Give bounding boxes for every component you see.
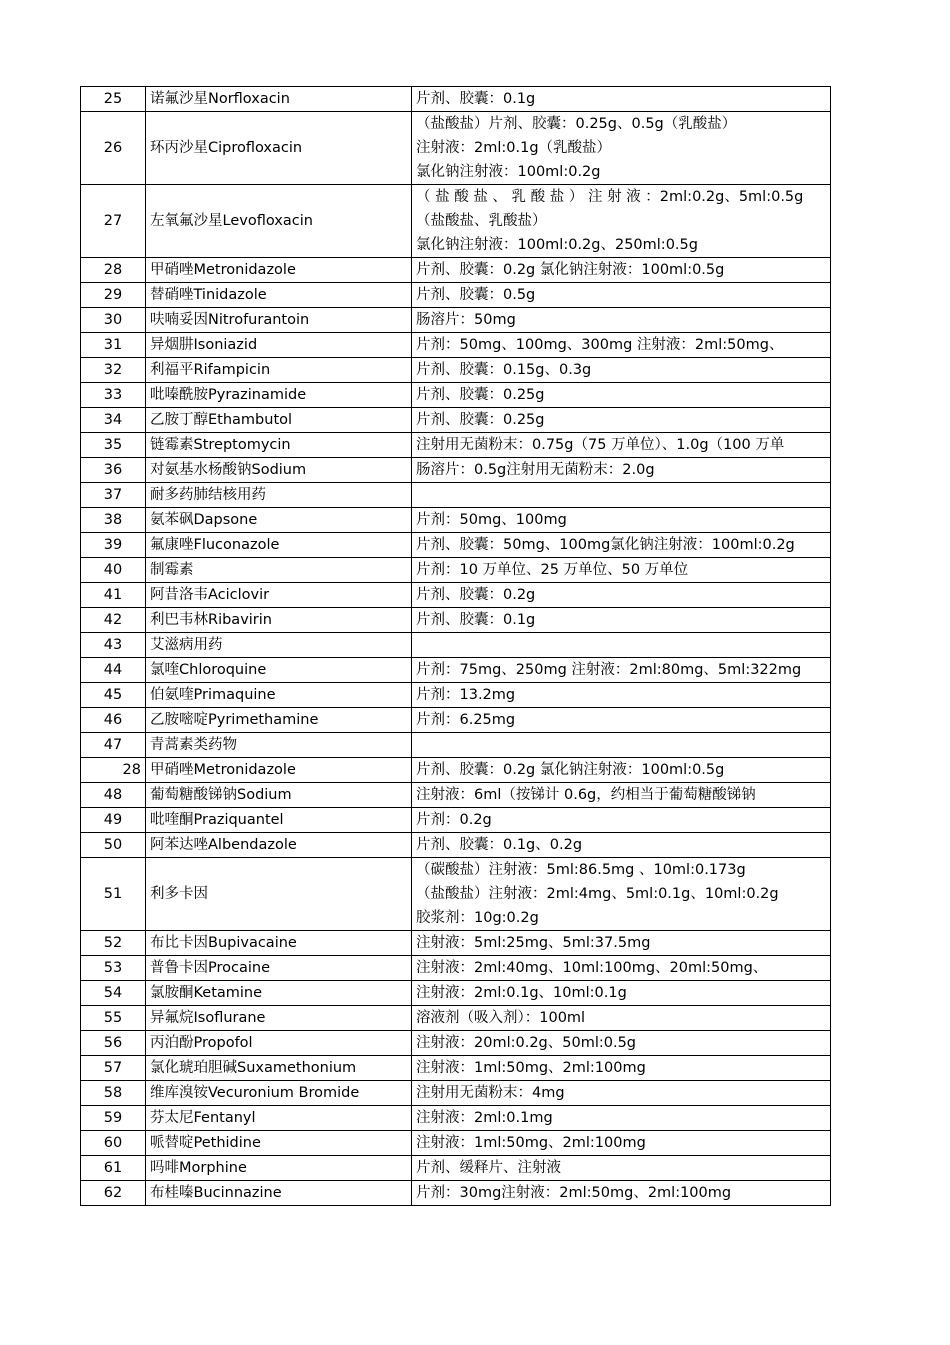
spec-line: 注射液：5ml:25mg、5ml:37.5mg [416, 935, 651, 951]
table-row [81, 1006, 831, 1031]
row-number: 35 [81, 433, 146, 458]
spec-line: 片剂、胶囊：0.2g 氯化钠注射液：100ml:0.5g [416, 262, 725, 278]
drug-name: 吡喹酮Praziquantel [146, 808, 412, 833]
row-number: 52 [81, 931, 146, 956]
drug-spec [412, 112, 831, 185]
row-number: 47 [81, 733, 146, 758]
spec-line: 片剂、胶囊：0.15g、0.3g [416, 362, 592, 378]
drug-name: 呋喃妥因Nitrofurantoin [146, 308, 412, 333]
spec-line: 片剂、缓释片、注射液 [416, 1160, 561, 1176]
table-row [81, 858, 831, 931]
table-row [81, 408, 831, 433]
drug-spec [412, 833, 831, 858]
spec-line: （碳酸盐）注射液：5ml:86.5mg 、10ml:0.173g [416, 862, 746, 878]
table-row [81, 1131, 831, 1156]
drug-name: 乙胺嘧啶Pyrimethamine [146, 708, 412, 733]
row-number: 33 [81, 383, 146, 408]
drug-spec [412, 283, 831, 308]
spec-line: 片剂、胶囊：0.1g、0.2g [416, 837, 583, 853]
spec-line: 片剂：6.25mg [416, 712, 516, 728]
table-row [81, 1156, 831, 1181]
row-number: 56 [81, 1031, 146, 1056]
row-number: 51 [81, 858, 146, 931]
table-row [81, 358, 831, 383]
row-number: 58 [81, 1081, 146, 1106]
drug-spec [412, 808, 831, 833]
row-number: 26 [81, 112, 146, 185]
drug-spec [412, 185, 831, 258]
drug-name: 布比卡因Bupivacaine [146, 931, 412, 956]
spec-line: 片剂、胶囊：0.1g [416, 612, 536, 628]
drug-name: 丙泊酚Propofol [146, 1031, 412, 1056]
drug-name: 异烟肼Isoniazid [146, 333, 412, 358]
drug-spec [412, 258, 831, 283]
spec-line: 注射液：20ml:0.2g、50ml:0.5g [416, 1035, 637, 1051]
row-number: 40 [81, 558, 146, 583]
row-number: 61 [81, 1156, 146, 1181]
table-row [81, 931, 831, 956]
table-row [81, 633, 831, 658]
spec-line: （盐酸盐）注射液：2ml:4mg、5ml:0.1g、10ml:0.2g [416, 886, 779, 902]
spec-line: （盐酸盐、乳酸盐） [416, 213, 547, 229]
row-number: 60 [81, 1131, 146, 1156]
spec-line: 片剂：50mg、100mg、300mg 注射液：2ml:50mg、 [416, 337, 784, 353]
table-row [81, 708, 831, 733]
drug-name: 制霉素 [146, 558, 412, 583]
drug-name: 乙胺丁醇Ethambutol [146, 408, 412, 433]
spec-line: 注射液：2ml:0.1mg [416, 1110, 553, 1126]
drug-name: 对氨基水杨酸钠Sodium [146, 458, 412, 483]
drug-spec [412, 383, 831, 408]
drug-spec [412, 308, 831, 333]
drug-spec [412, 658, 831, 683]
drug-spec [412, 533, 831, 558]
drug-name: 维库溴铵Vecuronium Bromide [146, 1081, 412, 1106]
spec-line: 片剂：13.2mg [416, 687, 516, 703]
drug-name: 吗啡Morphine [146, 1156, 412, 1181]
drug-spec [412, 1081, 831, 1106]
row-number: 39 [81, 533, 146, 558]
drug-name: 链霉素Streptomycin [146, 433, 412, 458]
spec-line: 片剂、胶囊：0.25g [416, 412, 545, 428]
spec-line: 片剂：75mg、250mg 注射液：2ml:80mg、5ml:322mg [416, 662, 802, 678]
drug-name: 氟康唑Fluconazole [146, 533, 412, 558]
row-number: 54 [81, 981, 146, 1006]
table-body [81, 87, 831, 1206]
spec-line: 胶浆剂：10g:0.2g [416, 910, 539, 926]
drug-spec [412, 1056, 831, 1081]
drug-name: 哌替啶Pethidine [146, 1131, 412, 1156]
row-number: 53 [81, 956, 146, 981]
drug-spec [412, 1156, 831, 1181]
table-row [81, 87, 831, 112]
drug-name: 青蒿素类药物 [146, 733, 412, 758]
spec-line: 肠溶片：50mg [416, 312, 516, 328]
row-number: 50 [81, 833, 146, 858]
row-number: 49 [81, 808, 146, 833]
table-row [81, 308, 831, 333]
drug-spec [412, 956, 831, 981]
table-row [81, 1031, 831, 1056]
table-row [81, 1081, 831, 1106]
drug-name: 布桂嗪Bucinnazine [146, 1181, 412, 1206]
spec-line: 片剂：10 万单位、25 万单位、50 万单位 [416, 562, 689, 578]
row-number: 44 [81, 658, 146, 683]
table-row [81, 956, 831, 981]
row-number: 28 [81, 258, 146, 283]
table-row [81, 483, 831, 508]
drug-spec [412, 708, 831, 733]
spec-line: 片剂：30mg注射液：2ml:50mg、2ml:100mg [416, 1185, 732, 1201]
drug-name: 环丙沙星Ciprofloxacin [146, 112, 412, 185]
table-row [81, 333, 831, 358]
table-row [81, 583, 831, 608]
table-row [81, 258, 831, 283]
drug-name: 阿昔洛韦Aciclovir [146, 583, 412, 608]
drug-spec [412, 783, 831, 808]
spec-line: 氯化钠注射液：100ml:0.2g、250ml:0.5g [416, 237, 698, 253]
row-number: 32 [81, 358, 146, 383]
table-row [81, 758, 831, 783]
spec-line: 注射用无菌粉末：0.75g（75 万单位）、1.0g（100 万单 [416, 437, 785, 453]
table-row [81, 283, 831, 308]
drug-name: 利巴韦林Ribavirin [146, 608, 412, 633]
spec-line: 片剂：50mg、100mg [416, 512, 567, 528]
spec-line: 肠溶片：0.5g注射用无菌粉末：2.0g [416, 462, 655, 478]
drug-spec [412, 1131, 831, 1156]
drug-name: 利福平Rifampicin [146, 358, 412, 383]
spec-line: 注射液：1ml:50mg、2ml:100mg [416, 1060, 646, 1076]
drug-name: 甲硝唑Metronidazole [146, 758, 412, 783]
drug-spec [412, 981, 831, 1006]
drug-name: 伯氨喹Primaquine [146, 683, 412, 708]
table-row [81, 783, 831, 808]
row-number: 46 [81, 708, 146, 733]
row-number: 62 [81, 1181, 146, 1206]
row-number: 29 [81, 283, 146, 308]
spec-line: 片剂：0.2g [416, 812, 492, 828]
drug-name: 利多卡因 [146, 858, 412, 931]
drug-name: 氯化琥珀胆碱Suxamethonium [146, 1056, 412, 1081]
drug-spec [412, 458, 831, 483]
table-row [81, 433, 831, 458]
table-row [81, 533, 831, 558]
drug-name: 艾滋病用药 [146, 633, 412, 658]
drug-name: 葡萄糖酸锑钠Sodium [146, 783, 412, 808]
row-number: 25 [81, 87, 146, 112]
drug-spec [412, 1106, 831, 1131]
drug-spec [412, 931, 831, 956]
row-number: 38 [81, 508, 146, 533]
drug-spec [412, 633, 831, 658]
drug-spec [412, 608, 831, 633]
drug-spec [412, 733, 831, 758]
drug-spec [412, 1031, 831, 1056]
drug-name: 普鲁卡因Procaine [146, 956, 412, 981]
spec-line: 溶液剂（吸入剂）：100ml [416, 1010, 586, 1026]
drug-name: 氨苯砜Dapsone [146, 508, 412, 533]
table-row [81, 608, 831, 633]
spec-line [416, 733, 826, 757]
spec-line [416, 483, 826, 507]
drug-spec [412, 333, 831, 358]
drug-name: 异氟烷Isoflurane [146, 1006, 412, 1031]
drug-name: 诺氟沙星Norfloxacin [146, 87, 412, 112]
row-number: 59 [81, 1106, 146, 1131]
drug-spec [412, 408, 831, 433]
drug-spec [412, 1006, 831, 1031]
drug-name: 芬太尼Fentanyl [146, 1106, 412, 1131]
spec-line: 片剂、胶囊：0.25g [416, 387, 545, 403]
table-row [81, 508, 831, 533]
drug-spec [412, 583, 831, 608]
drug-spec [412, 558, 831, 583]
drug-name: 甲硝唑Metronidazole [146, 258, 412, 283]
drug-name: 左氧氟沙星Levofloxacin [146, 185, 412, 258]
spec-line: 片剂、胶囊：0.1g [416, 91, 536, 107]
drug-spec [412, 483, 831, 508]
row-number: 48 [81, 783, 146, 808]
spec-line: 注射液：1ml:50mg、2ml:100mg [416, 1135, 646, 1151]
table-row [81, 112, 831, 185]
row-number: 34 [81, 408, 146, 433]
spec-line: 注射液：6ml（按锑计 0.6g，约相当于葡萄糖酸锑钠 [416, 787, 756, 803]
drug-spec-table [80, 86, 831, 1206]
row-number: 36 [81, 458, 146, 483]
table-row [81, 383, 831, 408]
table-row [81, 658, 831, 683]
drug-spec [412, 358, 831, 383]
drug-name: 替硝唑Tinidazole [146, 283, 412, 308]
row-number: 27 [81, 185, 146, 258]
drug-spec [412, 683, 831, 708]
drug-spec [412, 758, 831, 783]
spec-line: 片剂、胶囊：0.2g [416, 587, 536, 603]
row-number: 42 [81, 608, 146, 633]
row-number: 45 [81, 683, 146, 708]
table-row [81, 458, 831, 483]
spec-line: 片剂、胶囊：0.2g 氯化钠注射液：100ml:0.5g [416, 762, 725, 778]
table-row [81, 981, 831, 1006]
row-number: 43 [81, 633, 146, 658]
row-number: 57 [81, 1056, 146, 1081]
drug-spec [412, 508, 831, 533]
row-number: 55 [81, 1006, 146, 1031]
spec-line: 注射用无菌粉末：4mg [416, 1085, 565, 1101]
spec-line [416, 633, 826, 657]
spec-line: 注射液：2ml:0.1g（乳酸盐） [416, 140, 612, 156]
drug-spec [412, 858, 831, 931]
table-row [81, 185, 831, 258]
drug-name: 吡嗪酰胺Pyrazinamide [146, 383, 412, 408]
drug-name: 氯胺酮Ketamine [146, 981, 412, 1006]
table-row [81, 683, 831, 708]
row-number: 28 [81, 758, 146, 783]
row-number: 37 [81, 483, 146, 508]
table-row [81, 1056, 831, 1081]
table-row [81, 733, 831, 758]
drug-name: 阿苯达唑Albendazole [146, 833, 412, 858]
drug-spec [412, 87, 831, 112]
table-row [81, 558, 831, 583]
drug-name: 耐多药肺结核用药 [146, 483, 412, 508]
table-row [81, 808, 831, 833]
spec-line: 注射液：2ml:40mg、10ml:100mg、20ml:50mg、 [416, 960, 768, 976]
spec-line: 氯化钠注射液：100ml:0.2g [416, 164, 601, 180]
spec-line: （盐酸盐）片剂、胶囊：0.25g、0.5g（乳酸盐） [416, 116, 737, 132]
table-row [81, 833, 831, 858]
table-row [81, 1106, 831, 1131]
row-number: 31 [81, 333, 146, 358]
drug-spec [412, 433, 831, 458]
spec-line: 片剂、胶囊：0.5g [416, 287, 536, 303]
spec-line: 片剂、胶囊：50mg、100mg氯化钠注射液：100ml:0.2g [416, 537, 795, 553]
table-row [81, 1181, 831, 1206]
drug-name: 氯喹Chloroquine [146, 658, 412, 683]
spec-line: （ 盐 酸 盐 、 乳 酸 盐 ） 注 射 液 ：2ml:0.2g、5ml:0.5g [416, 189, 804, 205]
row-number: 30 [81, 308, 146, 333]
drug-spec [412, 1181, 831, 1206]
spec-line: 注射液：2ml:0.1g、10ml:0.1g [416, 985, 627, 1001]
row-number: 41 [81, 583, 146, 608]
